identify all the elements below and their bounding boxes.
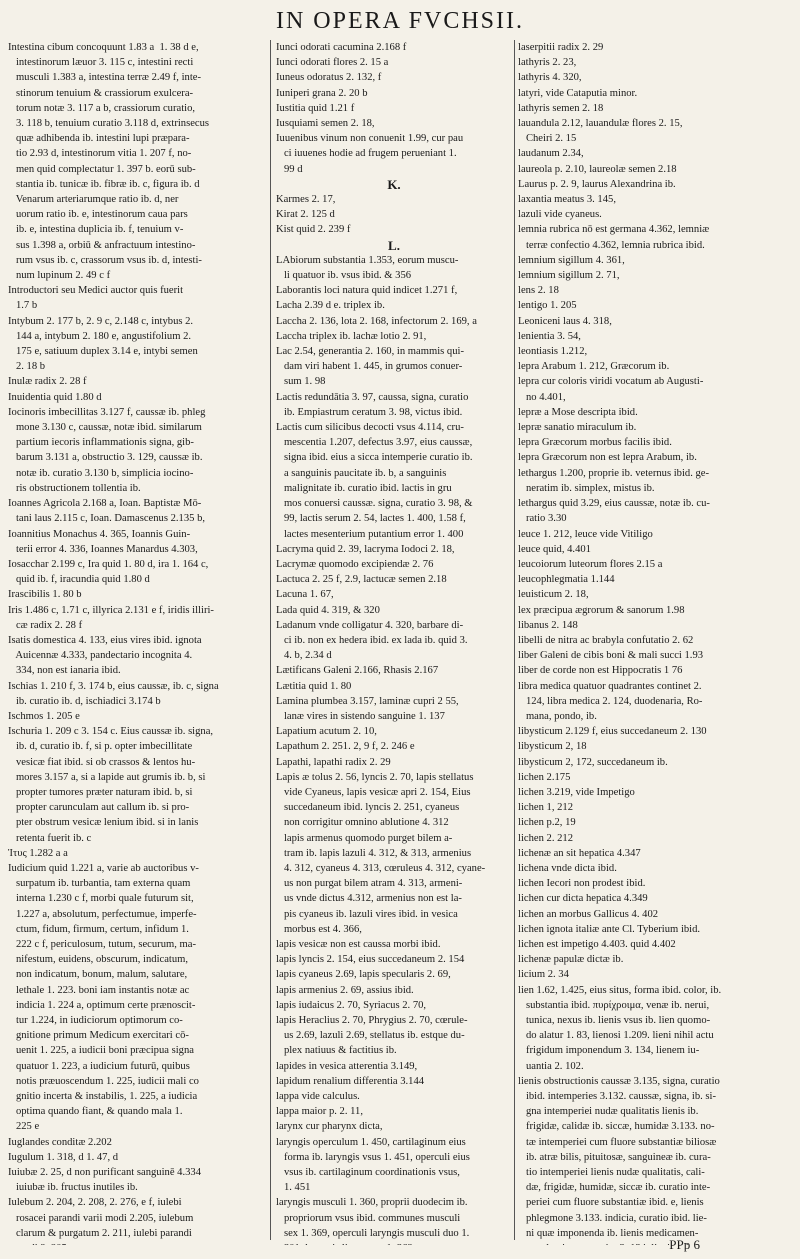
index-entry-line: libelli de nitra ac brabyla confutatio 2. 62 [518,634,694,646]
index-entry-line: larynx cur pharynx dicta, [276,1121,383,1133]
index-entry-line: lichenæ papulæ dictæ ib. [518,954,624,966]
index-entry-line: neratim ib. simplex, mistus ib. [518,482,655,494]
index-entry-line: leuisticum 2. 18, [518,589,589,601]
index-entry-line: lazuli vide cyaneus. [518,209,602,221]
index-entry-line: a sanguinis paucitate ib. b, a sanguinis [276,467,447,479]
index-entry-line: torum notæ 3. 117 a b, crassiorum curatio, [8,102,196,114]
index-entry-line: 99, lactis serum 2. 54, lactes 1. 400, 1.58 f, [276,513,466,525]
index-entry-line: ci iuuenes hodie ad frugem perueniant 1. [276,148,457,160]
index-entry-line: Lacha 2.39 d e. triplex ib. [276,300,385,312]
index-entry-line: phlegmone 3.133. indicia, curatio ibid. lie- [518,1212,707,1224]
index-entry-line: ibid. intemperies 3.132. caussæ, signa, ib. si- [518,1091,717,1103]
index-column-right [518,40,790,1245]
index-entry-line: Iulebum 2. 204, 2. 208, 2. 276, e f, iulebi [8,1197,182,1209]
index-entry-line: substantia ibid. πυρίχροιμα, venæ ib. nerui, [518,999,710,1011]
index-entry-line: rosacei parandi varii modi 2.205, iulebum [8,1212,194,1224]
index-entry-line: lapis lyncis 2. 154, eius succedaneum 2. 154 [276,954,465,966]
index-entry-line: Laurus p. 2. 9, laurus Alexandrina ib. [518,178,676,190]
index-entry-line: terii error 4. 336, Ioannes Manardus 4.303, [8,543,198,555]
index-entry-line: lapis Heraclius 2. 70, Phrygius 2. 70, cœrule- [276,1015,468,1026]
index-entry-line: Iocinoris imbecillitas 3.127 f, caussæ ib. phleg [8,406,206,418]
index-entry-line: Isatis domestica 4. 133, eius vires ibid. ignota [8,634,202,646]
index-entry-line: 1. 451 [276,1182,311,1194]
index-entry-line: liber Galeni de cibis boni & mali succi 1.93 [518,650,704,662]
index-column-middle [276,40,512,1245]
index-entry-line: Laccha triplex ib. lachæ lotio 2. 91, [276,330,427,342]
index-entry-line: 4. 312, cyaneus 4. 313, cœruleus 4. 312, cyane- [276,862,486,874]
index-entry-line: frigidum imponendum 3. 134, lienem iu- [518,1045,700,1057]
index-entry-line: tur 1.224, in iudiciorum optimorum co- [8,1015,183,1026]
index-entry-line: lichen 2.175 [518,771,571,783]
index-entry-line: frigidæ, calidæ ib. siccæ, humidæ 3.133. no- [518,1121,715,1133]
index-entry-line: nifestum, euidens, obscurum, indicatum, [8,954,189,966]
column-divider-left [270,40,271,1240]
index-entry-line: plex natiuus & factitius ib. [276,1045,397,1057]
index-entry-line: laureola p. 2.10, laureolæ semen 2.18 [518,163,677,175]
index-entry-line: 225 e [8,1121,40,1133]
index-entry-line: Introductori seu Medici auctor quis fuerit [8,285,184,297]
index-entry-line: lichen 3.219, vide Impetigo [518,786,635,798]
index-entry-line: mores 3.157 a, si a lapide aut grumis ib. b, si [8,771,206,783]
index-entry-line: ib. Empiastrum ceratum 3. 98, victus ibid. [276,406,463,418]
index-entry-line: lapis iudaicus 2. 70, Syriacus 2. 70, [276,999,427,1011]
index-entry-line: 1.7 b [8,300,38,312]
index-entry-line: gnitione primum Medicum exercitari cō- [8,1030,189,1042]
index-entry-line: pter obstrum vesicæ lenium ibid. si in lanis [8,817,199,829]
index-entry-line: li quatuor ib. vsus ibid. & 356 [276,270,412,282]
index-entry-line: Lactuca 2. 25 f, 2.9, lactucæ semen 2.18 [276,574,447,586]
index-entry-line: sus 1.398 a, orbiū & anfractuum intestino- [8,239,196,251]
index-entry-line: lepra Græcorum non est lepra Arabum, ib. [518,452,697,464]
index-entry-line: Lada quid 4. 319, & 320 [276,604,380,616]
index-entry-line: us non purgat bilem atram 4. 313, armeni- [276,878,463,890]
index-column-left [8,40,266,1245]
index-entry-line: stantia ib. tunicæ ib. fibræ ib. c, figura ib. d [8,178,200,190]
index-entry-line: Lætitia quid 1. 80 [276,680,352,692]
index-entry-line: ni quæ imponenda ib. lienis medicamen- [518,1227,699,1239]
index-entry-line: lathyris 4. 320, [518,72,582,84]
index-entry-line: Lapis æ tolus 2. 56, lyncis 2. 70, lapis stellatus [276,771,474,783]
index-entry-line: clarum & purgatum 2. 211, iulebi parandi [8,1227,192,1239]
index-entry-line: laxantia meatus 3. 145, [518,194,616,206]
index-entry-line: lenientia 3. 54, [518,330,581,342]
index-entry-line: propter carunculam aut callum ib. si pro- [8,802,190,814]
index-entry-line: optima quando fiant, & quando mala 1. [8,1106,183,1118]
index-entry-line: Iugulum 1. 318, d 1. 47, d [8,1151,119,1163]
index-entry-line: ratio 3.30 [518,513,567,525]
index-entry-line: leuce 1. 212, leuce vide Vitiligo [518,528,653,540]
index-entry-line: propriorum vsus ibid. communes musculi [276,1212,461,1224]
index-entry-line: Ischmos 1. 205 e [8,710,80,722]
index-entry-line: iuiubæ ib. fructus inutiles ib. [8,1182,138,1194]
index-entry-line: sex 1. 369, operculi laryngis musculi duo 1. [276,1227,470,1239]
index-entry-line: LAbiorum substantia 1.353, eorum muscu- [276,254,459,266]
index-entry-line: lapis cyaneus 2.69, lapis specularis 2. 69, [276,969,451,981]
index-entry-line: libanus 2. 148 [518,619,578,631]
index-entry-line: Ischias 1. 210 f, 3. 174 b, eius caussæ, ib. c, signa [8,680,219,692]
index-entry-line: lepra cur coloris viridi vocatum ab Augusti- [518,376,704,388]
index-entry-line: vsus ib. cartilaginum coordinationis vsus, [276,1167,460,1179]
index-entry-line: lapides in vesica atterentia 3.149, [276,1060,418,1072]
index-entry-line: lepra Græcorum morbus facilis ibid. [518,437,672,449]
index-entry-line: Auicennæ 4.333, pandectario incognita 4. [8,650,193,662]
index-entry-line: vesicæ fiat ibid. si ob crassos & lentos hu- [8,756,196,768]
index-entry-line: tio intemperiei lienis nudæ qualitatis, cali- [518,1167,705,1179]
index-entry-line: Lapatium acutum 2. 10, [276,726,377,738]
index-entry-line: 99 d [276,163,303,175]
index-entry-line: Lapathi, lapathi radix 2. 29 [276,756,391,768]
index-entry-line: musculi 1.383 a, intestina terræ 2.49 f, inte- [8,72,202,84]
index-entry-line [518,1241,790,1245]
index-entry-line: Lapathum 2. 251. 2, 9 f, 2. 246 e [276,741,415,753]
index-entry-line: libysticum 2.129 f, eius succedaneum 2. 130 [518,726,707,738]
index-entry-line: tunica, nexus ib. lienis vsus ib. lien quomo- [518,1015,711,1026]
index-entry-line: gnitio incerta & instabilis, 1. 225, a iudicia [8,1091,198,1103]
index-entry-line: lepra Arabum 1. 212, Græcorum ib. [518,361,670,373]
index-entry-line: succedaneum ibid. lyncis 2. 251, cyaneus [276,802,460,814]
index-entry-line: Lac 2.54, generantia 2. 160, in mammis qui- [276,346,464,358]
index-entry-line: quatuor 1. 223, a iudicium futurū, quibus [8,1060,190,1072]
index-entry-line: Iuglandes conditæ 2.202 [8,1136,112,1148]
index-entry-line: Lacrymæ quomodo excipiendæ 2. 76 [276,558,434,570]
index-entry-line: Ladanum vnde colligatur 4. 320, barbare di- [276,619,464,631]
index-entry-line: retenta fuerit ib. c [8,832,92,844]
index-entry-line: do alatur 1. 83, lienosi 1.209. lieni nihil actu [518,1030,714,1042]
index-entry-line: Kirat 2. 125 d [276,209,335,221]
index-entry-line: Laccha 2. 136, lota 2. 168, infectorum 2. 169, a [276,315,477,327]
index-entry-line: leucophlegmatia 1.144 [518,574,615,586]
index-entry-line: Lacuna 1. 67, [276,589,334,601]
index-entry-line: Karmes 2. 17, [276,194,336,206]
index-entry-line: lapis armenus quomodo purget bilem a- [276,832,453,844]
index-entry-line: laudanum 2.34, [518,148,584,160]
index-entry-line: pis cyaneus ib. lazuli vires ibid. in vesica [276,908,458,920]
index-entry-line: Iosacchar 2.199 c, Ira quid 1. 80 d, ira 1. 164 c, [8,558,209,570]
index-entry-line: men quid complectatur 1. 397 b. eorū sub- [8,163,196,175]
index-entry-line: Intestina cibum concoquunt 1.83 a 1. 38 d e, [8,42,199,53]
index-entry-line: forma ib. laryngis vsus 1. 451, operculi eius [276,1151,470,1163]
index-entry-line: ris obstructionem tollentia ib. [8,482,141,494]
index-entry-line: vide Cyaneus, lapis vesicæ apri 2. 154, Eius [276,786,471,798]
index-entry-line: Kist quid 2. 239 f [276,224,351,236]
index-entry-line: 1.227 a, absolutum, perfectumue, imperfe- [8,908,197,920]
index-entry-line: lienis obstructionis caussæ 3.135, signa, curatio [518,1075,720,1087]
index-entry-line: lepræ sanatio miraculum ib. [518,422,637,434]
index-entry-line: notis præuoscendum 1. 225, iudicii mali co [8,1075,199,1087]
index-entry-line: 334, non est ianaria ibid. [8,665,121,677]
index-entry-line: mana, pondo, ib. [518,710,597,722]
index-entry-line: liber de corde non est Hippocratis 1 76 [518,665,683,677]
index-entry-line: morbus est 4. 366, [276,923,362,935]
index-entry-line: num lupinum 2. 49 c f [8,270,111,282]
index-entry-line: Lætificans Galeni 2.166, Rhasis 2.167 [276,665,439,677]
index-entry-line: Iusquiami semen 2. 18, [276,118,375,130]
index-entry-line: lauandula 2.12, lauandulæ flores 2. 15, [518,118,683,130]
page-title: IN OPERA FVCHSII. [275,8,525,34]
index-entry-line: Cheiri 2. 15 [518,133,577,145]
index-entry-line: Irascibilis 1. 80 b [8,589,82,601]
index-entry-line: periei cum fluore substantiæ ibid. e, lienis [518,1197,704,1209]
index-entry-line: Leoniceni laus 4. 318, [518,315,612,327]
index-entry-line: lapis vesicæ non est caussa morbi ibid. [276,938,441,950]
index-entry-line: lathyris 2. 23, [518,57,577,69]
index-entry-line: Inulæ radix 2. 28 f [8,376,87,388]
index-entry-line: lemnium sigillum 4. 361, [518,254,625,266]
index-entry-line: non indicatum, bonum, malum, salutare, [8,969,188,981]
index-entry-line: libysticum 2, 18 [518,741,587,753]
index-entry-line: quid ib. f, iracundia quid 1.80 d [8,574,150,586]
index-entry-line: propter tumores præter naturam ibid. b, si [8,786,193,798]
index-entry-line: stinorum tenuium & crassiorum exulcera- [8,87,194,99]
index-entry-line: lichen Iecori non prodest ibid. [518,878,646,890]
index-entry-line: tio 2.93 d, intestinorum vitia 1. 207 f, no- [8,148,192,160]
index-entry-line: uorum ratio ib. e, intestinorum caua pars [8,209,188,221]
index-entry-line: Iustitia quid 1.21 f [276,102,355,114]
index-entry-line: lappa maior p. 2. 11, [276,1106,363,1118]
column-divider-right [514,40,515,1240]
index-entry-line: Ioannes Agricola 2.168 a, Ioan. Baptistæ Mō- [8,498,202,510]
index-entry-line: terræ confectio 4.362, lemnia rubrica ibid. [518,239,705,251]
index-entry-line: notæ ib. curatio 3.130 b, simplicia iocino- [8,467,194,479]
index-entry-line: Venarum arteriarumque ratio ib. d, ner [8,194,179,206]
index-entry-line: dam viri habent 1. 445, in grumos conuer- [276,361,463,373]
index-entry-line: lethargus 1.200, proprie ib. veternus ibid. ge- [518,467,710,479]
index-entry-line: 3. 118 b, tenuium curatio 3.118 d, extrinsecus [8,118,210,130]
index-entry-line: lien 1.62, 1.425, eius situs, forma ibid. color, ib. [518,984,722,996]
index-entry-line: lex præcipua ægrorum & sanorum 1.98 [518,604,685,616]
index-entry-line: lichen 2. 212 [518,832,574,844]
index-entry-line: leucoiorum luteorum flores 2.15 a [518,558,663,570]
index-entry-line: tram ib. lapis lazuli 4. 312, & 313, armenius [276,847,472,859]
index-entry-line: ib. e, intestina duplicia ib. f, tenuium v- [8,224,184,236]
index-entry-line: Iuuenibus vinum non conuenit 1.99, cur pau [276,133,464,145]
index-entry-line: lemnia rubrica nō est germana 4.362, lemniæ [518,224,710,236]
index-entry-line: indicia 1. 224 a, optimum certe prænoscit- [8,999,196,1011]
index-entry-line: lethale 1. 223. boni iam instantis notæ ac [8,984,190,996]
index-entry-line: lanæ vires in sistendo sanguine 1. 137 [276,710,445,722]
section-letter-heading: L. [388,237,400,253]
index-entry-line: lemnium sigillum 2. 71, [518,270,620,282]
index-entry-line: latyri, vide Cataputia minor. [518,87,638,99]
index-entry-line: signa ibid. eius a sicca intemperie curatio ib. [276,452,473,464]
index-entry-line: lens 2. 18 [518,285,559,297]
index-entry-line: lactes mesenterium putantium error 1. 400 [276,528,464,540]
index-entry-line: lapis armenius 2. 69, assius ibid. [276,984,414,996]
index-entry-line [8,1241,266,1245]
index-entry-line: laryngis musculi 1. 360, proprii duodecim ib. [276,1197,468,1209]
index-entry-line: 4. b, 2.34 d [276,650,332,662]
index-entry-line: laryngis operculum 1. 450, cartilaginum eius [276,1136,466,1148]
index-entry-line: tani laus 2.115 c, Ioan. Damascenus 2.135 b, [8,513,206,525]
index-entry-line: tæ intemperiei cum fluore substantiæ biliosæ [518,1136,717,1148]
index-entry-line: lichen p.2, 19 [518,817,576,829]
index-entry-line: Iudicium quid 1.221 a, varie ab auctoribus v- [8,862,199,874]
index-entry-line: ib. curatio ib. d, ischiadici 3.174 b [8,695,161,707]
index-entry-line: lathyris semen 2. 18 [518,102,604,114]
index-entry-line: libysticum 2, 172, succedaneum ib. [518,756,668,768]
page-signature: PPp 6 [669,1237,700,1252]
index-entry-line: non corrigitur omnino ablutione 4. 312 [276,817,449,829]
section-letter-heading: K. [387,176,401,192]
index-entry-line: sum 1. 98 [276,376,326,388]
index-entry-line: 144 a, intybum 2. 180 e, angustifolium 2. [8,330,192,342]
index-entry-line: 222 c f, periculosum, tutum, securum, ma- [8,938,196,950]
index-entry-line: ctum, fidum, firmum, certum, infidum 1. [8,923,189,935]
index-entry-line: lapidum renalium differentia 3.144 [276,1075,425,1087]
index-entry-line: lichen cur dicta hepatica 4.349 [518,893,648,905]
index-entry-line: Inuidentia quid 1.80 d [8,391,102,403]
index-entry-line: Intybum 2. 177 b, 2. 9 c, 2.148 c, intybus 2. [8,315,194,327]
index-entry-line: us vnde dictus 4.312, armenius non est la- [276,893,462,905]
index-entry-line: interna 1.230 c f, morbi quale futurum sit, [8,893,194,905]
index-entry-line: barum 3.131 a, obstructio 3. 129, caussæ ib. [8,452,203,464]
index-entry-line: Lamina plumbea 3.157, laminæ cupri 2 55, [276,695,459,707]
index-entry-line: surpatum ib. turbantia, tam externa quam [8,878,191,890]
index-entry-line: gna intemperiei nudæ qualitatis lienis ib. [518,1106,699,1118]
index-entry-line: lichen est impetigo 4.403. quid 4.402 [518,938,676,950]
index-entry-line: lappa vide calculus. [276,1091,360,1103]
index-entry-line: Iuniperi grana 2. 20 b [276,87,368,99]
index-entry-line: lethargus quid 3.29, eius caussæ, notæ ib. cu- [518,498,710,510]
index-entry-line: 175 e, satiuum duplex 3.14 e, intybi semen [8,346,198,358]
index-entry-line: lepræ a Mose descripta ibid. [518,406,638,418]
index-entry-line: Iuiubæ 2. 25, d non purificant sanguinē 4.334 [8,1167,202,1179]
index-entry-line: Iris 1.486 c, 1.71 c, illyrica 2.131 e f, iridis illiri- [8,604,214,616]
index-entry-line: Lactis cum silicibus decocti vsus 4.114, cru- [276,422,464,434]
index-entry-line: no 4.401, [518,391,566,403]
index-entry-line: Ischuria 1. 209 c 3. 154 c. Eius caussæ ib. signa, [8,726,214,738]
index-entry-line: cæ radix 2. 28 f [8,619,83,631]
index-entry-line: uantia 2. 102. [518,1060,584,1072]
index-entry-line: Iunci odorati flores 2. 15 a [276,57,389,69]
index-entry-line: Iunci odorati cacumina 2.168 f [276,42,407,53]
index-entry-line: uenit 1. 225, a iudicii boni præcipua signa [8,1045,194,1057]
index-entry-line: intestinorum læuor 3. 115 c, intestini recti [8,57,194,69]
index-entry-line: lichen 1, 212 [518,802,574,814]
index-entry-line: ci ib. non ex hedera ibid. ex lada ib. quid 3. [276,634,468,646]
index-entry-line: Iuneus odoratus 2. 132, f [276,72,382,84]
index-entry-line: rum vsus ib. c, crassorum vsus ib. d, intesti- [8,254,202,266]
index-entry-line: lichenæ an sit hepatica 4.347 [518,847,641,859]
index-entry-line: 124, libra medica 2. 124, duodenaria, Ro- [518,695,703,707]
index-entry-line [276,1241,512,1245]
index-entry-line: leontiasis 1.212, [518,346,588,358]
index-entry-line: partium iecoris inflammationis signa, gib- [8,437,194,449]
index-entry-line: quæ adhibenda ib. intestini lupi præpara- [8,133,190,145]
index-entry-line: licium 2. 34 [518,969,569,981]
index-entry-line: mescentia 1.207, defectus 3.97, eius caussæ, [276,437,473,449]
index-entry-line: laserpitii radix 2. 29 [518,42,604,53]
index-entry-line: Ἰτυς 1.282 a a [8,847,68,859]
index-entry-line: Lacryma quid 2. 39, lacryma Iodoci 2. 18, [276,543,455,555]
index-entry-line: Lactis redundātia 3. 97, caussa, signa, curatio [276,391,469,403]
index-entry-line: Ioannitius Monachus 4. 365, Ioannis Guin- [8,528,191,540]
index-entry-line: leuce quid, 4.401 [518,543,591,555]
index-entry-line: mos conuersi caussæ. signa, curatio 3. 98, & [276,498,473,510]
index-entry-line: lichena vnde dicta ibid. [518,862,617,874]
index-entry-line: lichen an morbus Gallicus 4. 402 [518,908,659,920]
index-entry-line: dæ, frigidæ, humidæ, siccæ ib. curatio inte- [518,1182,711,1194]
index-entry-line: mone 3.130 c, caussæ, notæ ibid. similarum [8,422,202,434]
index-entry-line: 2. 18 b [8,361,46,373]
index-entry-line: lichen ignota italiæ ante Cl. Tyberium ibid. [518,923,701,935]
index-entry-line: Laborantis loci natura quid indicet 1.271 f, [276,285,458,297]
index-entry-line: us 2.69, lazuli 2.69, stellatus ib. estque du- [276,1030,465,1042]
index-entry-line: lentigo 1. 205 [518,300,577,312]
index-entry-line: malignitate ib. curatio ibid. lactis in gru [276,482,452,494]
index-entry-line: ib. d, curatio ib. f, si p. opter imbecillitate [8,741,193,753]
index-entry-line: libra medica quatuor quadrantes continet 2. [518,680,702,692]
index-entry-line: ib. atræ bilis, pituitosæ, sanguineæ ib. cura- [518,1151,711,1163]
